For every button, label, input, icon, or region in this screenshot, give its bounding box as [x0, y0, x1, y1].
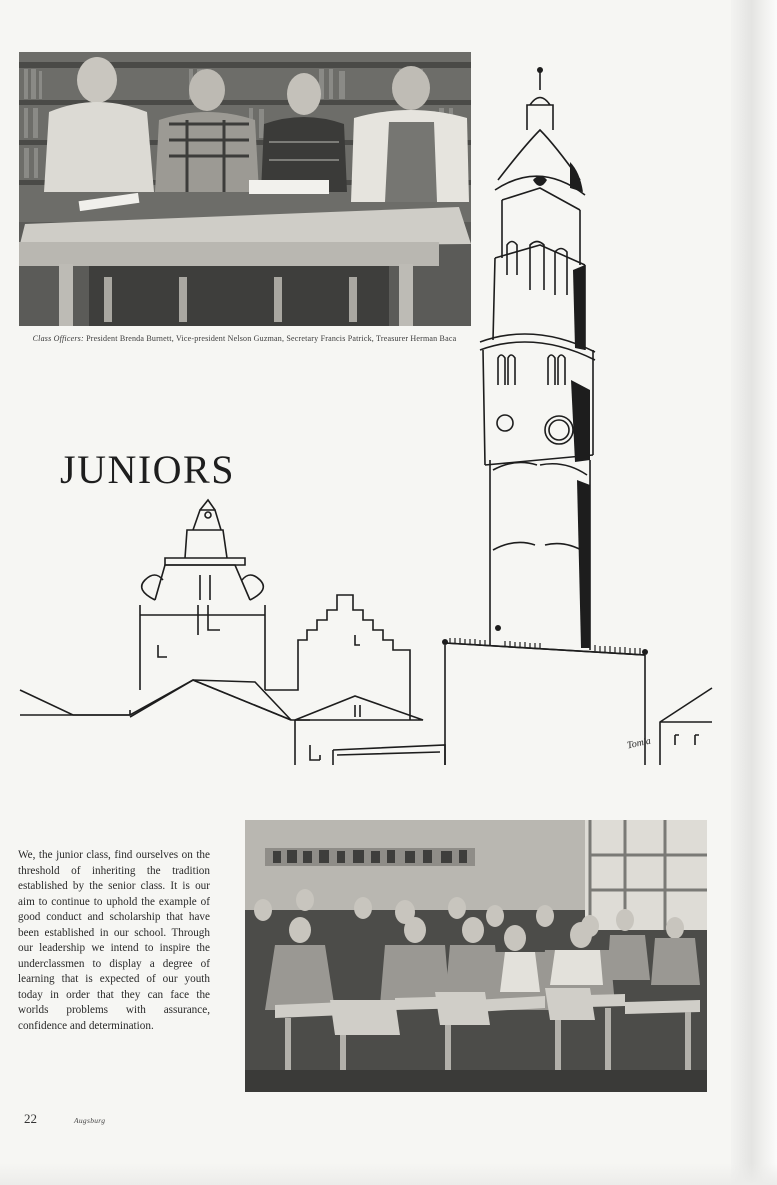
clock-tower-illustration — [15, 60, 715, 770]
classroom-photo — [245, 820, 707, 1092]
caption-text: President Brenda Burnett, Vice-president Nelson Guzman, Secretary Francis Patrick, Treasurer Herman Baca — [86, 334, 457, 343]
caption-label: Class Officers: — [32, 334, 84, 343]
bottom-edge-shadow — [0, 1163, 777, 1185]
artist-signature: Tom'a — [626, 735, 652, 752]
body-paragraph: We, the junior class, find ourselves on the threshold of inheriting the tradition established by the senior class. It is our aim to continue to uphold the example of good conduct and scholarship that have been established in our school. Through our leadership we intend to inspire the underclassmen to display a degree of learning that is expected of our youth today in order that they can face the worlds problems with assurance, confidence and determination. — [18, 849, 210, 1032]
page-edge-shadow — [731, 0, 777, 1185]
page-number: 22 — [24, 1111, 37, 1126]
section-title: JUNIORS — [60, 447, 235, 492]
publication-name: Augsburg — [74, 1116, 106, 1125]
